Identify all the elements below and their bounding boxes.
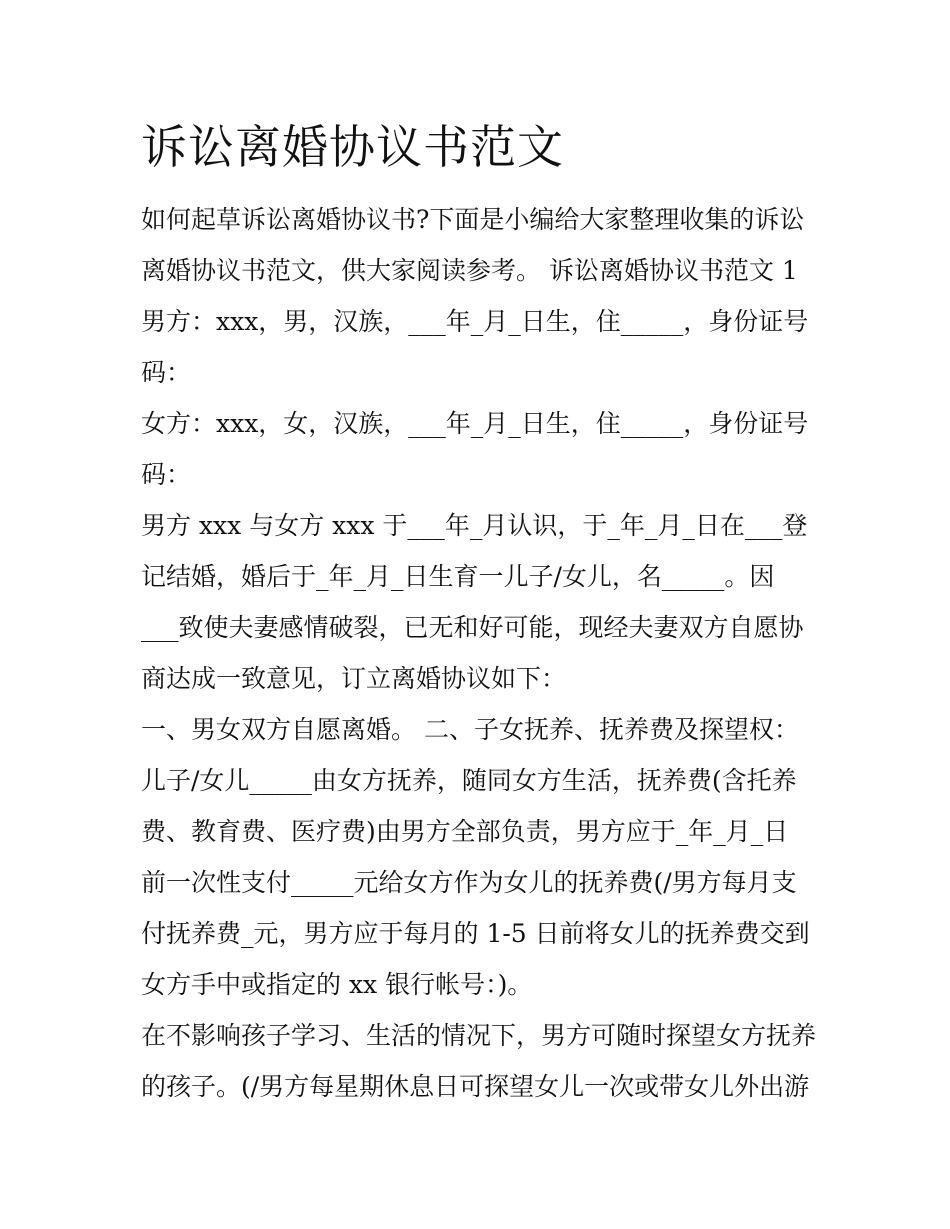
document-body xyxy=(141,194,821,1112)
body-line: 付抚养费_元，男方应于每月的 1-5 日前将女儿的抚养费交到 xyxy=(141,919,810,948)
body-line: 女方手中或指定的 xx 银行帐号：)。 xyxy=(141,970,533,999)
body-line: 码： xyxy=(141,358,192,387)
body-line: 如何起草诉讼离婚协议书?下面是小编给大家整理收集的诉讼 xyxy=(141,205,805,234)
body-line: 商达成一致意见，订立离婚协议如下： xyxy=(141,664,567,693)
document-page xyxy=(141,110,821,1112)
body-line: 男方：xxx，男，汉族，___年_月_日生，住_____，身份证号 xyxy=(141,307,809,336)
body-line: 记结婚，婚后于_年_月_日生育一儿子/女儿，名_____。因 xyxy=(141,562,775,591)
body-line: 在不影响孩子学习、生活的情况下，男方可随时探望女方抚养 xyxy=(141,1021,817,1050)
document-title: 诉讼离婚协议书范文 xyxy=(141,120,564,174)
body-line: 的孩子。(/男方每星期休息日可探望女儿一次或带女儿外出游 xyxy=(141,1072,810,1101)
body-line: 女方：xxx，女，汉族，___年_月_日生，住_____，身份证号 xyxy=(141,409,809,438)
body-line: 费、教育费、医疗费)由男方全部负责，男方应于_年_月_日 xyxy=(141,817,789,846)
body-line: 前一次性支付_____元给女方作为女儿的抚养费(/男方每月支 xyxy=(141,868,797,897)
body-line: 儿子/女儿_____由女方抚养，随同女方生活，抚养费(含托养 xyxy=(141,766,797,795)
body-line: 男方 xxx 与女方 xxx 于___年_月认识，于_年_月_日在___登 xyxy=(141,511,808,540)
body-line: ___致使夫妻感情破裂，已无和好可能，现经夫妻双方自愿协 xyxy=(141,613,804,642)
body-line: 一、男女双方自愿离婚。 二、子女抚养、抚养费及探望权： xyxy=(141,715,799,744)
body-line: 码： xyxy=(141,460,192,489)
body-line: 离婚协议书范文，供大家阅读参考。 诉讼离婚协议书范文 1 xyxy=(141,256,798,285)
